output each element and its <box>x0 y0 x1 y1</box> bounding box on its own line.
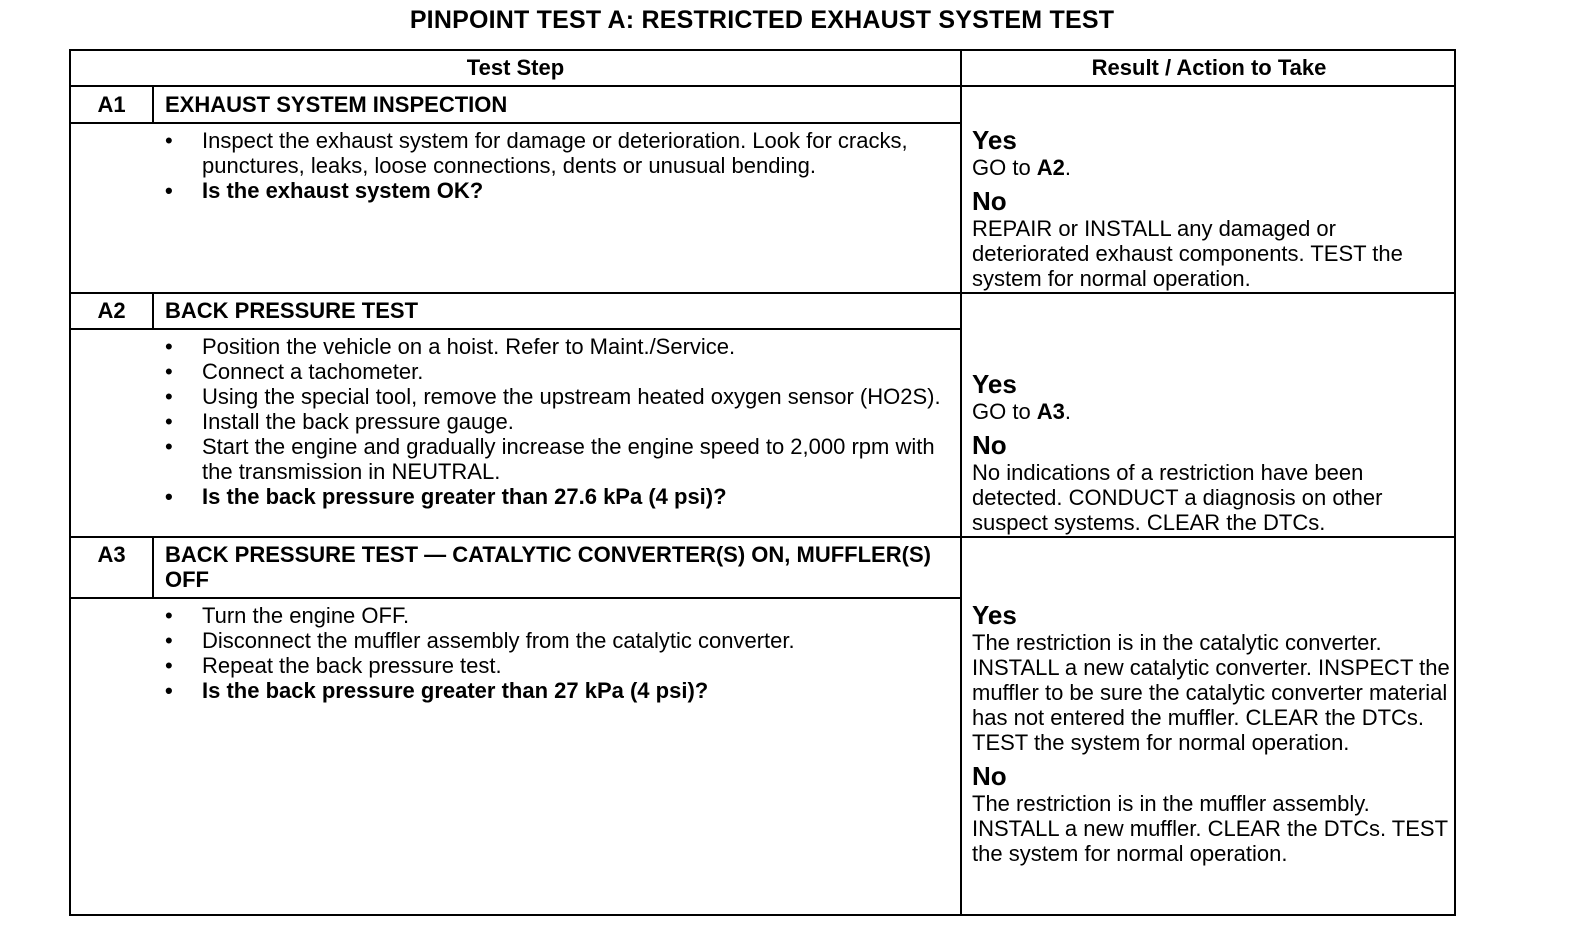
step-a2-title: BACK PRESSURE TEST <box>165 298 419 323</box>
no-label: No <box>972 430 1007 460</box>
step-id-a2: A2 <box>97 298 126 323</box>
yes-label: Yes <box>972 125 1017 155</box>
header-test-step: Test Step <box>466 55 565 80</box>
step-a2-id-divider <box>152 294 154 329</box>
step-a3-result <box>972 600 1450 866</box>
step-a2-yes-action: GO to A3. <box>972 399 1072 424</box>
step-a3-title: BACK PRESSURE TEST — CATALYTIC CONVERTER(S) ON, MUFFLER(S) OFF <box>165 542 931 592</box>
step-a2-question: • Is the back pressure greater than 27.6 kPa (4 psi)? <box>165 484 727 509</box>
step-a1-title-divider <box>71 122 960 124</box>
step-a3-bullet: • Disconnect the muffler assembly from the catalytic converter. <box>165 628 795 653</box>
step-a2-no-action: No indications of a restriction have been detected. CONDUCT a diagnosis on other suspect systems. CLEAR the DTCs. <box>972 460 1383 535</box>
step-a3-bullets <box>163 603 943 703</box>
step-a2-bullet: • Connect a tachometer. <box>165 359 424 384</box>
yes-label: Yes <box>972 600 1017 630</box>
no-label: No <box>972 761 1007 791</box>
row-divider-a1 <box>71 292 1456 294</box>
step-a1-id-divider <box>152 87 154 122</box>
header-divider <box>71 85 1456 87</box>
step-a1-bullets <box>163 128 943 203</box>
step-a1-title: EXHAUST SYSTEM INSPECTION <box>165 92 508 117</box>
step-a3-question: • Is the back pressure greater than 27 kPa (4 psi)? <box>165 678 709 703</box>
page-title: PINPOINT TEST A: RESTRICTED EXHAUST SYSTEM TEST <box>409 6 1115 34</box>
step-id-a1: A1 <box>97 92 126 117</box>
column-divider <box>960 51 962 914</box>
step-a3-title-divider <box>71 597 960 599</box>
row-divider-a2 <box>71 536 1456 538</box>
step-a1-no-action: REPAIR or INSTALL any damaged or deteriorated exhaust components. TEST the system for normal operation. <box>972 216 1403 291</box>
step-a3-no-action: The restriction is in the muffler assembly. INSTALL a new muffler. CLEAR the DTCs. TEST the system for normal operation. <box>972 791 1448 866</box>
no-label: No <box>972 186 1007 216</box>
step-a3-bullet: • Repeat the back pressure test. <box>165 653 502 678</box>
step-a2-result <box>972 369 1450 535</box>
header-result-action: Result / Action to Take <box>1091 55 1327 80</box>
step-a1-yes-action: GO to A2. <box>972 155 1072 180</box>
step-a1-question: • Is the exhaust system OK? <box>165 178 484 203</box>
step-a2-bullet: • Using the special tool, remove the upstream heated oxygen sensor (HO2S). <box>165 384 941 409</box>
step-a3-bullet: • Turn the engine OFF. <box>165 603 410 628</box>
step-a1-bullet: • Inspect the exhaust system for damage or deterioration. Look for cracks, punctures, leaks, loose connections, dents or unusual bending. <box>165 128 908 178</box>
step-id-a3: A3 <box>97 542 126 567</box>
pinpoint-test-table <box>69 49 1456 916</box>
step-a1-result <box>972 125 1450 291</box>
step-a3-yes-action: The restriction is in the catalytic converter. INSTALL a new catalytic converter. INSPECT the muffler to be sure the catalytic converter material has not entered the muffler. CLEAR the DTCs. TEST the system for normal operation. <box>972 630 1450 755</box>
step-a2-title-divider <box>71 328 960 330</box>
step-a2-bullet: • Position the vehicle on a hoist. Refer to Maint./Service. <box>165 334 736 359</box>
step-a2-bullet: • Start the engine and gradually increase the engine speed to 2,000 rpm with the transmission in NEUTRAL. <box>165 434 935 484</box>
step-a3-id-divider <box>152 538 154 598</box>
step-a2-bullet: • Install the back pressure gauge. <box>165 409 514 434</box>
step-a2-bullets <box>163 334 943 509</box>
yes-label: Yes <box>972 369 1017 399</box>
